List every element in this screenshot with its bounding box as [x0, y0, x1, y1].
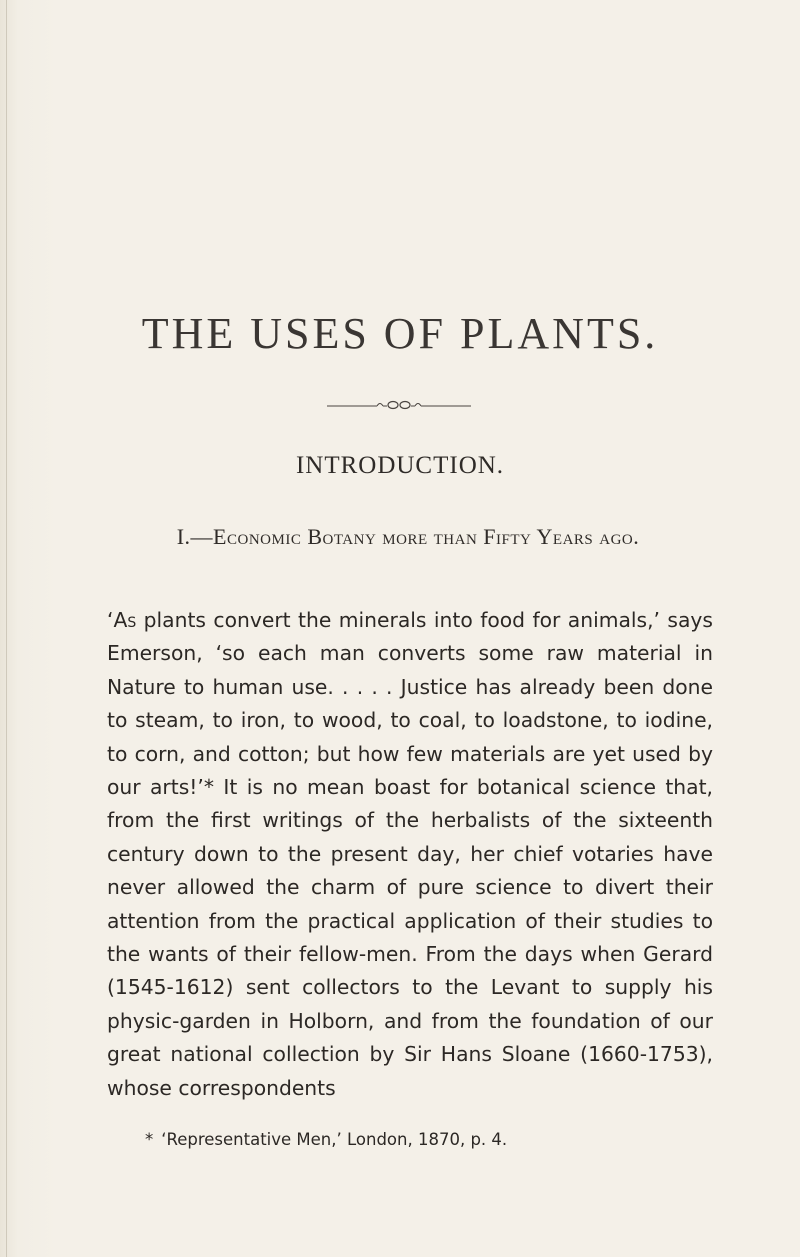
chapter-heading: INTRODUCTION. — [295, 452, 505, 479]
book-title: THE USES OF PLANTS. — [141, 309, 659, 358]
body-paragraph — [107, 604, 713, 1105]
footnote-text: ‘Representative Men,’ London, 1870, p. 4. — [161, 1130, 508, 1149]
footnote-mark: * — [145, 1130, 154, 1149]
page-edge-divider — [6, 0, 7, 1257]
ornament-divider-icon — [325, 397, 475, 413]
paragraph-lead-word: ‘As — [107, 608, 137, 632]
paragraph-text: plants convert the minerals into food for animals,’ says Emerson, ‘so each man converts some raw material in Nature to human use. . . . . Justice has already been done to steam, to iron, to wood, to coal, to loadstone, to iodine, to corn, and cotton; but how few materials are yet used by our arts!’* It is no mean boast for botanical science that, from the first writings of the herbalists of the sixteenth century down to the present day, her chief votaries have never allowed the charm of pure science to divert their attention from the practical application of their studies to the wants of their fellow-men. From the days when Gerard (1545-1612) sent collectors to the Levant to supply his physic-garden in Holborn, and from the foundation of our great national collection by Sir Hans Sloane (1660-1753), whose correspondents — [107, 608, 713, 1100]
footnote — [145, 1130, 745, 1149]
section-heading: I.—Economic Botany more than Fifty Years ago. — [176, 524, 640, 549]
